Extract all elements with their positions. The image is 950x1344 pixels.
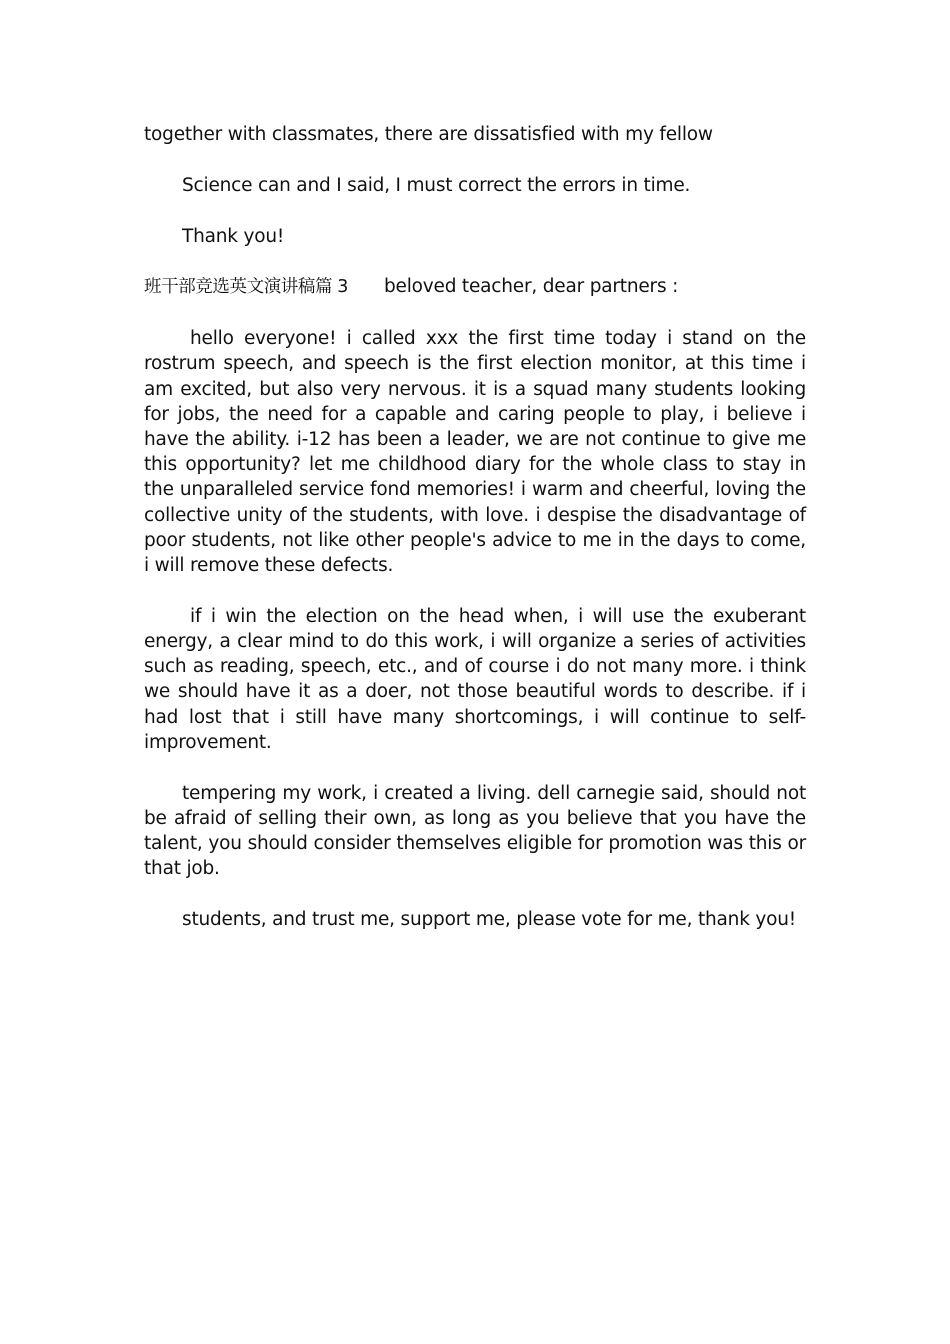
paragraph-correction: Science can and I said, I must correct the errors in time. [182, 174, 691, 196]
paragraph-quote: tempering my work, i created a living. dell carnegie said, should not be afraid of selling their own, as long as you believe that you have the talent, you should consider themselves eligible for promotion was this or that job. [144, 782, 806, 880]
paragraph-plans: if i win the election on the head when, i will use the exuberant energy, a clear mind to do this work, i will organize a series of activities such as reading, speech, etc., and of course i do not many more. i think we should have it as a doer, not those beautiful words to describe. if i had lost that i still have many shortcomings, i will continue to self-improvement. [144, 605, 806, 753]
document-body [144, 122, 806, 958]
section-heading [144, 274, 806, 300]
paragraph-thanks: Thank you! [182, 225, 285, 247]
section-title: 班干部竞选英文演讲稿篇 3 [144, 277, 348, 298]
paragraph-continuation: together with classmates, there are dissatisfied with my fellow [144, 124, 713, 145]
paragraph-closing: students, and trust me, support me, please vote for me, thank you! [182, 909, 797, 931]
paragraph-introduction: hello everyone! i called xxx the first time today i stand on the rostrum speech, and speech is the first election monitor, at this time i am excited, but also very nervous. it is a squad many students looking for jobs, the need for a capable and caring people to play, i believe i have the ability. i-12 has been a leader, we are not continue to give me this opportunity? let me childhood diary for the whole class to stay in the unparalleled service fond memories! i warm and cheerful, loving the collective unity of the students, with love. i despise the disadvantage of poor students, not like other people's advice to me in the days to come, i will remove these defects. [144, 328, 806, 577]
section-greeting: beloved teacher, dear partners : [384, 276, 679, 298]
